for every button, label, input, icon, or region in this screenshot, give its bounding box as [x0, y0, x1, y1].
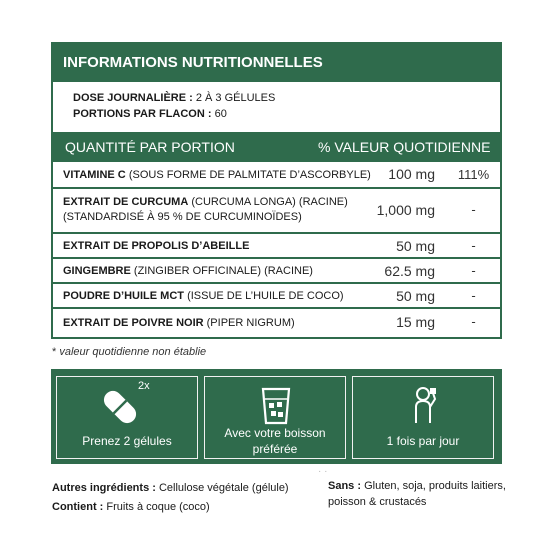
ingredient-name: VITAMINE C (SOUS FORME DE PALMITATE D’ASCORBYLE): [63, 169, 371, 181]
table-row: [53, 284, 500, 309]
footnote-text: valeur quotidienne non établie: [59, 346, 207, 358]
daily-dose-value: 2 À 3 GÉLULES: [195, 92, 276, 104]
column-header: [53, 132, 500, 162]
portions-value: 60: [214, 108, 227, 120]
ingredient-pct: -: [471, 238, 476, 253]
portions-label: PORTIONS PAR FLACON :: [73, 108, 212, 120]
ingredient-amount: 50 mg: [396, 238, 435, 254]
panel-title: INFORMATIONS NUTRITIONNELLES: [53, 44, 500, 82]
table-row: [53, 259, 500, 284]
divider-dots: · ·: [318, 466, 328, 477]
usage-label: Prenez 2 gélules: [82, 434, 172, 448]
ingredient-pct: -: [471, 263, 476, 278]
ingredient-amount: 100 mg: [388, 166, 435, 182]
ingredient-amount: 62.5 mg: [384, 263, 435, 279]
table-row: [53, 189, 500, 234]
ingredient-amount: 50 mg: [396, 288, 435, 304]
ingredient-amount: 15 mg: [396, 314, 435, 330]
ingredient-name: GINGEMBRE (ZINGIBER OFFICINALE) (RACINE): [63, 265, 313, 277]
capsule-icon: [57, 385, 197, 421]
free-of-label: Sans :: [328, 480, 362, 492]
drinking-person-icon: [353, 385, 493, 421]
usage-icons-panel: [51, 369, 502, 464]
ingredient-name: EXTRAIT DE CURCUMA (CURCUMA LONGA) (RACINE) (STANDARDISÉ À 95 % DE CURCUMINOÏDES): [63, 196, 348, 223]
table-row: [53, 234, 500, 259]
table-row: [53, 162, 500, 189]
daily-dose-label: DOSE JOURNALIÈRE :: [73, 92, 193, 104]
ingredient-name: EXTRAIT DE POIVRE NOIR (PIPER NIGRUM): [63, 317, 295, 329]
ingredient-amount: 1,000 mg: [376, 202, 435, 218]
ingredient-pct: -: [471, 288, 476, 303]
usage-cell-frequency: [352, 376, 494, 459]
footnote: [52, 346, 206, 358]
ingredient-name: POUDRE D’HUILE MCT (ISSUE DE L’HUILE DE COCO): [63, 290, 344, 302]
daily-dose: [73, 90, 275, 106]
dose-info: [73, 90, 275, 122]
other-ingredients: Autres ingrédients : Cellulose végétale (gélule): [52, 482, 289, 494]
contains-info: Contient : Fruits à coque (coco): [52, 501, 210, 513]
capsule-count-badge: 2x: [138, 380, 150, 392]
ingredient-pct: -: [471, 314, 476, 329]
usage-label: Avec votre boisson préférée: [224, 426, 326, 456]
ingredient-pct: 111%: [457, 167, 490, 182]
usage-label: 1 fois par jour: [386, 434, 460, 448]
nutrition-panel: [51, 42, 502, 339]
free-of-info: [328, 478, 506, 510]
ingredients-info: [52, 479, 289, 517]
free-of-value-2: poisson & crustacés: [328, 496, 427, 508]
ingredient-pct: -: [471, 202, 476, 217]
column-portion: QUANTITÉ PAR PORTION: [65, 139, 235, 155]
glass-icon: [205, 385, 345, 421]
footnote-mark: *: [52, 346, 57, 358]
table-row: [53, 309, 500, 337]
usage-cell-drink: [204, 376, 346, 459]
portions-per-bottle: [73, 106, 275, 122]
column-daily-value: % VALEUR QUOTIDIENNE: [318, 139, 491, 155]
ingredient-name: EXTRAIT DE PROPOLIS D’ABEILLE: [63, 240, 250, 252]
free-of-value: Gluten, soja, produits laitiers,: [364, 480, 506, 492]
usage-cell-capsules: [56, 376, 198, 459]
